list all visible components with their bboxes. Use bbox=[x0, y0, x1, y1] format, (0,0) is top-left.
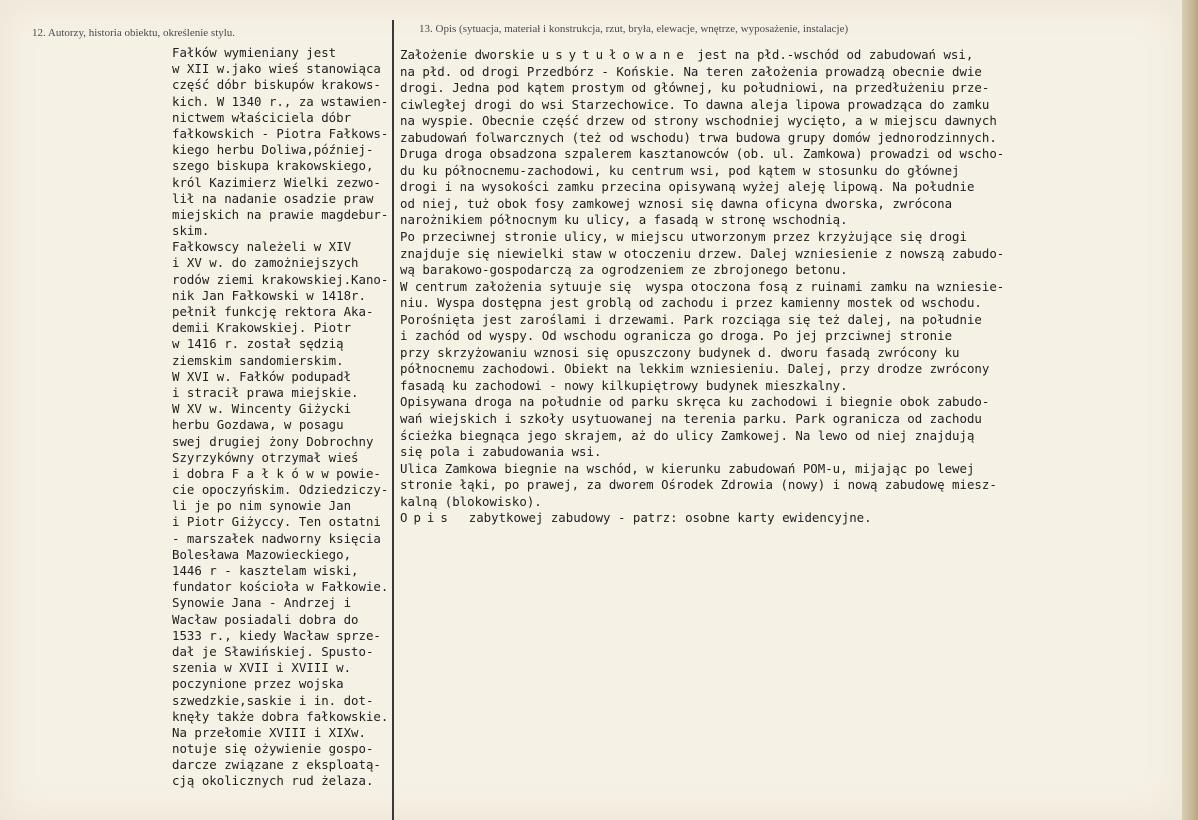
history-line: kiego herbu Doliwa,później- bbox=[172, 142, 374, 158]
history-line: nictwem właściciela dóbr bbox=[172, 109, 352, 125]
history-line: rodów ziemi krakowskiej.Kano- bbox=[172, 271, 389, 287]
description-line: na wyspie. Obecnie część drzew od strony wschodniej wycięto, a w miejscu dawnych bbox=[400, 113, 997, 129]
description-line: ciwległej drogi do wsi Starzechowice. To dawna aleja lipowa prowadząca do zamku bbox=[400, 96, 990, 112]
history-line: Szyrzykówny otrzymał wieś bbox=[172, 449, 359, 465]
description-line: Porośnięta jest zaroślami i drzewami. Park rozciąga się też dalej, na południe bbox=[400, 311, 982, 327]
description-line: ścieżka biegnąca jego skrajem, aż do ulicy Zamkowej. Na lewo od niej znajdują bbox=[400, 427, 975, 443]
history-line: cją okolicznych rud żelaza. bbox=[172, 773, 374, 789]
history-line: Wacław posiadali dobra do bbox=[172, 611, 359, 627]
history-line: fundator kościoła w Fałkowie. bbox=[172, 579, 389, 595]
history-line: nik Jan Fałkowski w 1418r. bbox=[172, 287, 366, 303]
history-line: Na przełomie XVIII i XIXw. bbox=[172, 724, 366, 740]
description-rest: zabytkowej zabudowy - patrz: osobne karty ewidencyjne. bbox=[453, 510, 872, 526]
description-line: drogi i na wysokości zamku przecina opisywaną wyżej aleję lipową. Na południe bbox=[400, 179, 975, 195]
history-line: w 1416 r. został sędzią bbox=[172, 336, 344, 352]
page-edge bbox=[1182, 0, 1198, 820]
history-line: miejskich na prawie magdebur- bbox=[172, 206, 389, 222]
history-line: fałkowskich - Piotra Fałkows- bbox=[172, 125, 389, 141]
description-line: od niej, tuż obok fosy zamkowej wznosi się dawna oficyna dworska, zwrócona bbox=[400, 195, 953, 211]
description-line: drogi. Jedna pod kątem prostym od głównej, ku południowi, na przedłużeniu prze- bbox=[400, 80, 990, 96]
history-line: i XV w. do zamożniejszych bbox=[172, 255, 359, 271]
description-line: północnemu zachodowi. Obiekt na lekkim wzniesieniu. Dalej, przy drodze zwrócony bbox=[400, 361, 990, 377]
description-line: na płd. od drogi Przedbórz - Końskie. Na teren założenia prowadzą obecnie dwie bbox=[400, 63, 982, 79]
history-line: darcze związane z eksploatą- bbox=[172, 757, 381, 773]
history-line: swej drugiej żony Dobrochny bbox=[172, 433, 374, 449]
history-line: cie opoczyńskim. Odziedziczy- bbox=[172, 482, 389, 498]
history-line: skim. bbox=[172, 223, 210, 239]
history-line: - marszałek nadworny księcia bbox=[172, 530, 381, 546]
description-line: Opisywana droga na południe od parku skręca ku zachodowi i biegnie obok zabudo- bbox=[400, 394, 990, 410]
history-line: li je po nim synowie Jan bbox=[172, 498, 352, 514]
description-line: niu. Wyspa dostępna jest groblą od zachodu i przez kamienny mostek od wschodu. bbox=[400, 295, 982, 311]
history-line: szwedzkie,saskie i in. dot- bbox=[172, 692, 374, 708]
history-line: lił na nadanie osadzie praw bbox=[172, 190, 374, 206]
description-line: Ulica Zamkowa biegnie na wschód, w kierunku zabudowań POM-u, mijając po lewej bbox=[400, 460, 975, 476]
description-spaced-word: Opis bbox=[400, 510, 454, 526]
history-line: i Piotr Giżyccy. Ten ostatni bbox=[172, 514, 381, 530]
history-line: szego biskupa krakowskiego, bbox=[172, 158, 374, 174]
history-line: 1533 r., kiedy Wacław sprze- bbox=[172, 627, 381, 643]
description-line: stronie łąki, po prawej, za dworem Ośrodek Zdrowia (nowy) i nową zabudowę miesz- bbox=[400, 477, 997, 493]
history-line: i stracił prawa miejskie. bbox=[172, 384, 359, 400]
description-spaced-word: usytułowane bbox=[541, 47, 690, 62]
history-line: Fałkowscy należeli w XIV bbox=[172, 239, 352, 255]
description-line: Po przeciwnej stronie ulicy, w miejscu utworzonym przez krzyżujące się drogi bbox=[400, 229, 967, 245]
description-column bbox=[400, 47, 1076, 527]
description-line: narożnikiem północnym ku ulicy, a fasadą w stronę wschodnią. bbox=[400, 212, 848, 228]
history-line: i dobra F a ł k ó w w powie- bbox=[172, 465, 381, 481]
description-line bbox=[400, 47, 1076, 64]
history-line: Fałków wymieniany jest bbox=[172, 45, 337, 60]
history-line: Bolesława Mazowieckiego, bbox=[172, 546, 352, 562]
history-line: 1446 r - kasztelam wiski, bbox=[172, 563, 359, 578]
description-line: W centrum założenia sytuuje się wyspa otoczona fosą z ruinami zamku na wzniesie- bbox=[400, 278, 1005, 294]
description-line: Druga droga obsadzona szpalerem kasztanowców (ob. ul. Zamkowa) prowadzi od wscho- bbox=[400, 146, 1005, 162]
description-line: kalną (blokowisko). bbox=[400, 493, 542, 509]
history-line: dał je Sławińskiej. Spusto- bbox=[172, 643, 374, 659]
history-line: demii Krakowskiej. Piotr bbox=[172, 320, 352, 336]
history-line: w XII w.jako wieś stanowiąca bbox=[172, 61, 381, 77]
description-line: wań wiejskich i szkoły usytuowanej na terenia parku. Park ogranicza od zachodu bbox=[400, 411, 982, 427]
history-line: herbu Gozdawa, w posagu bbox=[172, 417, 344, 433]
history-column bbox=[172, 45, 404, 790]
history-line: poczynione przez wojska bbox=[172, 676, 344, 692]
history-line: Synowie Jana - Andrzej i bbox=[172, 595, 352, 611]
description-line: wą barakowo-gospodarczą za ogrodzeniem ze zbrojonego betonu. bbox=[400, 262, 848, 278]
description-line: i zachód od wyspy. Od wschodu ogranicza go droga. Po jej przciwnej stronie bbox=[400, 328, 953, 344]
description-line: się pola i zabudowania wsi. bbox=[400, 444, 602, 460]
description-lead: Założenie dworskie bbox=[400, 47, 542, 62]
history-line: część dóbr biskupów krakows- bbox=[172, 77, 381, 93]
history-line: kich. W 1340 r., za wstawien- bbox=[172, 93, 389, 109]
description-line: przy skrzyżowaniu wznosi się opuszczony budynek d. dworu fasadą zwrócony ku bbox=[400, 344, 960, 360]
description-line: zabudowań folwarcznych (też od wschodu) trwa budowa grupy domów jednorodzinnych. bbox=[400, 129, 997, 145]
description-line: du ku północnemu-zachodowi, ku centrum wsi, pod kątem w stosunku do głównej bbox=[400, 162, 960, 178]
description-line: znajduje się niewielki staw w otoczeniu drzew. Dalej wzniesienie z nowszą zabudo- bbox=[400, 245, 1005, 261]
history-line: knęły także dobra fałkowskie. bbox=[172, 708, 389, 724]
description-rest: jest na płd.-wschód od zabudowań wsi, bbox=[689, 47, 974, 62]
section-13-header: 13. Opis (sytuacja, materiał i konstrukcja, rzut, bryła, elewacje, wnętrze, wyposażenie, instalacje) bbox=[419, 23, 849, 35]
description-line: fasadą ku zachodowi - nowy kilkupiętrowy budynek mieszkalny. bbox=[400, 377, 848, 393]
history-line: W XVI w. Fałków podupadł bbox=[172, 368, 352, 384]
history-line: W XV w. Wincenty Giżycki bbox=[172, 401, 352, 417]
history-line: notuje się ożywienie gospo- bbox=[172, 741, 374, 757]
history-line: pełnił funkcję rektora Aka- bbox=[172, 304, 374, 319]
history-line: szenia w XVII i XVIII w. bbox=[172, 660, 352, 676]
description-line bbox=[400, 510, 1076, 527]
section-12-header: 12. Autorzy, historia obiektu, określenie stylu. bbox=[32, 27, 236, 39]
history-line: ziemskim sandomierskim. bbox=[172, 352, 344, 368]
history-line: król Kazimierz Wielki zezwo- bbox=[172, 174, 381, 190]
